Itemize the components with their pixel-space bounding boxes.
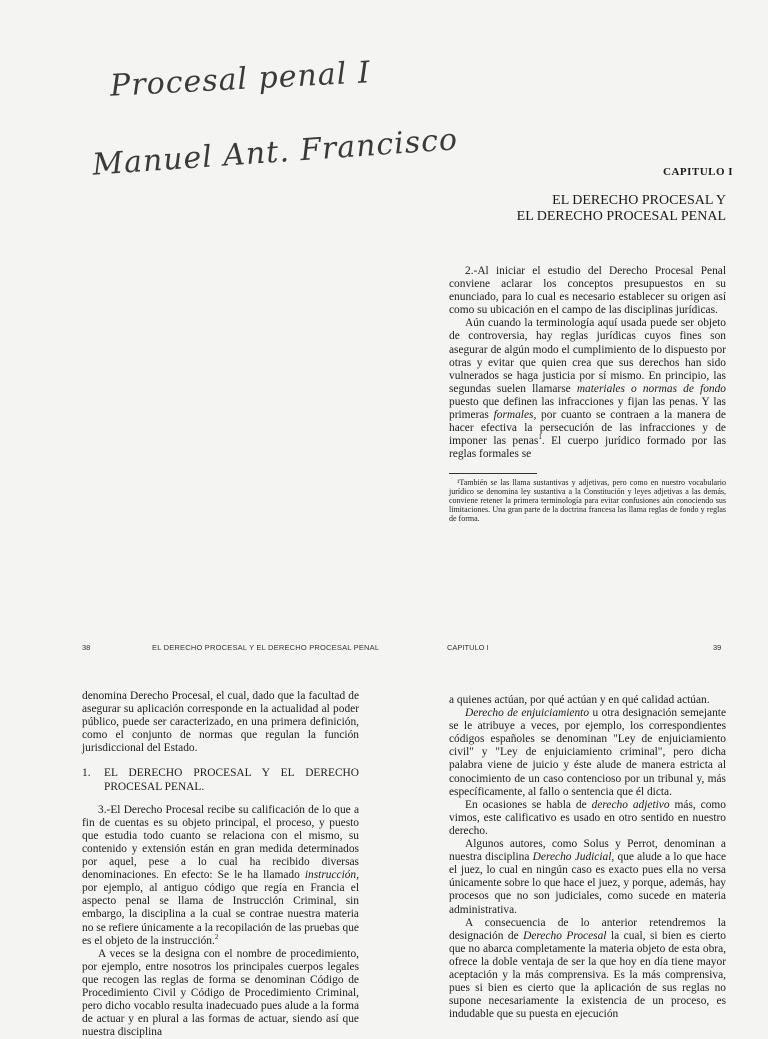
paragraph-adjetivo: En ocasiones se habla de derecho adjetivo más, como vimos, este calificativo es usado en otro sentido en nuestro derecho.: [449, 798, 726, 837]
chapter-title-line-1: EL DERECHO PROCESAL Y: [552, 193, 726, 208]
chapter-label: CAPITULO I: [663, 166, 734, 178]
chapter-title-line-2: EL DERECHO PROCESAL PENAL: [516, 209, 726, 224]
section-title: EL DERECHO PROCESAL Y EL DERECHO PROCESAL PENAL.: [104, 767, 359, 793]
page-number-right: 39: [713, 643, 722, 652]
handwritten-course-note: Procesal penal I: [109, 55, 372, 104]
paragraph-procesal: A consecuencia de lo anterior retendremos la designación de Derecho Procesal la cual, si bien es cierto que no abarca completamente la materia objeto de esta obra, ofrece la doble ventaja de ser la que hoy en día tiene mayor aceptación y la más comprensiva. Es la más comprensiva, pues si bien es cierto que la aplicación de sus reglas no supone necesariamente la existencia de un proceso, es indudable que su puesta en ejecución: [449, 916, 726, 1021]
paragraph-3: 3.-El Derecho Procesal recibe su calificación de lo que a fin de cuentas es su objeto principal, el proceso, y puesto que estudia todo cuanto se relaciona con el mismo, su contenido y extensión están en gran medida determinados por aquel, pese a lo cual ha recibido diversas denominaciones. En efecto: Se le ha llamado instrucción, por ejemplo, al antiguo código que regía en Francia el aspecto penal se llama de Instrucción Criminal, sin embargo, la disciplina a la cual se contrae nuestra materia no se refiere únicamente a la recopilación de las pruebas que es el objeto de la instrucción.$^2$: [82, 803, 359, 947]
page38-body-text: [82, 690, 359, 1039]
section-number: 1.: [82, 767, 91, 780]
section-heading: [82, 767, 359, 793]
running-head-right: CAPITULO I: [447, 643, 489, 652]
paragraph-enjuiciamiento: Derecho de enjuiciamiento u otra designación semejante se le atribuye a veces, por ejemplo, los correspondientes códigos españoles se denominan "Ley de enjuiciamiento civil" y "Ley de enjuiciamiento criminal", pero dicha palabra viene de juicio y éste alude de manera estricta al conocimiento de un caso contencioso por un tribunal y, más específicamente, al fallo o sentencia que él dicta.: [449, 707, 726, 798]
page39-continued-text: [449, 694, 726, 1021]
page39-body-text: [449, 265, 726, 461]
paragraph-judicial: Algunos autores, como Solus y Perrot, denominan a nuestra disciplina Derecho Judicial, que alude a lo que hace el juez, lo cual en ningún caso es exacto pues ella no versa únicamente sobre lo que hace el juez, y porque, además, hay procesos que no son judiciales, como sucede en materia administrativa.: [449, 838, 727, 916]
page-number-left: 38: [82, 643, 91, 652]
paragraph-2: 2.-Al iniciar el estudio del Derecho Procesal Penal conviene aclarar los conceptos presupuestos en su enunciado, para lo cual es necesario establecer su origen así como su ubicación en el campo de las disciplinas jurídicas.: [449, 265, 726, 317]
footnote-divider: [449, 473, 537, 474]
footnote-1: ¹También se las llama sustantivas y adjetivas, pero como en nuestro vocabulario jurídico se denomina ley sustantiva a la Constitución y leyes adjetivas a las demás, conviene retener la primera terminología para evitar confusiones aún conociendo sus limitaciones. Una gran parte de la doctrina francesa las llama reglas de fondo y reglas de forma.: [449, 478, 726, 523]
handwritten-author-note: Manuel Ant. Francisco: [91, 122, 460, 183]
paragraph-procedimiento: A veces se la designa con el nombre de procedimiento, por ejemplo, entre nosotros los principales cuerpos legales que recogen las reglas de forma se denominan Código de Procedimiento Civil y Código de Procedimiento Criminal, pero dicho vocablo resulta inadecuado pues alude a la forma de actuar y en plural a las formas de actuar, siendo así que nuestra disciplina: [82, 947, 359, 1039]
chapter-title: [510, 193, 726, 225]
footnote: [449, 478, 726, 523]
running-head-left: EL DERECHO PROCESAL Y EL DERECHO PROCESAL PENAL: [152, 643, 380, 652]
paragraph-continuation: denomina Derecho Procesal, el cual, dado que la facultad de asegurar su aplicación corresponde en la actualidad al poder público, puede ser caracterizado, en una primera definición, como el conjunto de normas que regulan la función jurisdiccional del Estado.: [82, 690, 359, 755]
paragraph-terminology: Aún cuando la terminología aquí usada puede ser objeto de controversia, hay reglas jurídicas cuyos fines son asegurar de algún modo el cumplimiento de lo dispuesto por otras y evitar que quien crea que sus derechos han sido vulnerados se haga justicia por sí mismo. En principio, las segundas suelen llamarse materiales o normas de fondo puesto que definen las infracciones y fijan las penas. Y las primeras formales, por cuanto se contraen a la manera de hacer efectiva la persecución de las infracciones y de imponer las penas$^1$. El cuerpo jurídico formado por las reglas formales se: [449, 317, 727, 461]
paragraph-continuation: a quienes actúan, por qué actúan y en qué calidad actúan.: [449, 694, 710, 706]
